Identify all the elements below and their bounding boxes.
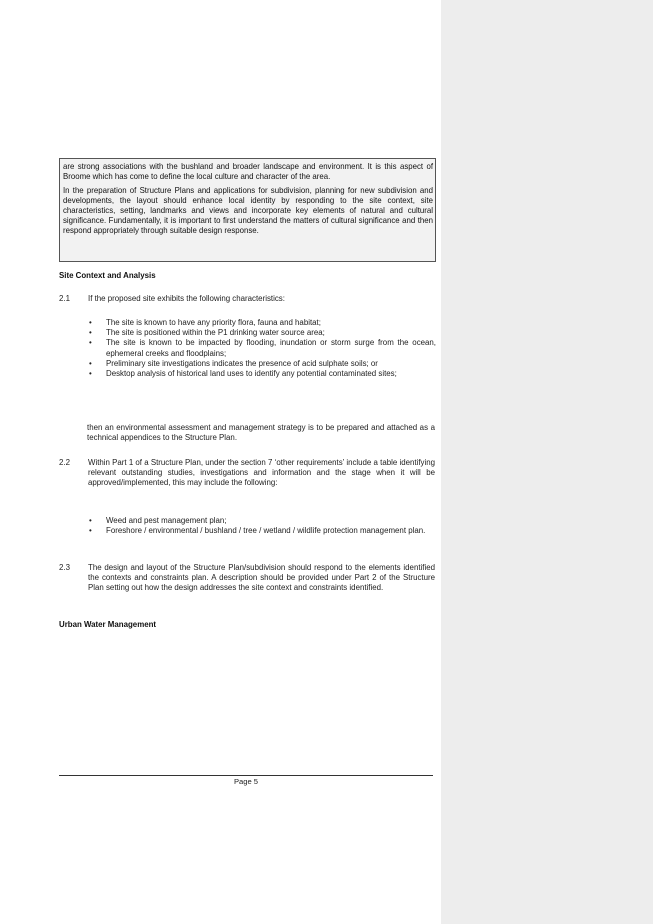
management-plans-list [87,516,436,536]
highlighted-text-box [59,158,436,262]
box-paragraph-1: are strong associations with the bushland and broader landscape and environment. It is this aspect of Broome which has come to define the local culture and character of the area. [63,162,433,181]
clause-text: Within Part 1 of a Structure Plan, under the section 7 ‘other requirements’ include a table identifying relevant outstanding studies, investigations and information and the stage when it will be approved/implemented, this may include the following: [88,458,435,488]
bullet-icon: • [89,358,92,368]
bullet-icon: • [89,369,92,379]
bullet-icon: • [89,526,92,536]
list-item: • The site is known to be impacted by flooding, inundation or storm surge from the ocean, ephemeral creeks and floodplains; [89,338,436,358]
list-item: • Desktop analysis of historical land uses to identify any potential contaminated sites; [89,369,397,379]
clause-text: The design and layout of the Structure Plan/subdivision should respond to the elements identified the contexts and constraints plan. A description should be provided under Part 2 of the Structure Plan setting out how the design addresses the site context and constraints identified. [88,563,435,593]
footer-divider [59,775,433,776]
page-number: Page 5 [233,777,259,786]
list-item: • The site is positioned within the P1 drinking water source area; [89,328,325,338]
bullet-icon: • [89,516,92,525]
clause-2-1-continuation: then an environmental assessment and management strategy is to be prepared and attached as a technical appendices to the Structure Plan. [87,423,435,443]
bullet-icon: • [89,328,92,338]
list-item: • Weed and pest management plan; [89,516,227,525]
clause-text: If the proposed site exhibits the following characteristics: [88,294,285,303]
section-heading-urban-water: Urban Water Management [59,620,157,629]
list-item: • Preliminary site investigations indicates the presence of acid sulphate soils; or [89,358,378,368]
characteristics-list [87,318,436,379]
clause-number: 2.1 [59,294,70,303]
bullet-icon: • [89,318,92,327]
list-item: • Foreshore / environmental / bushland / tree / wetland / wildlife protection management plan. [89,526,426,536]
box-paragraph-2: In the preparation of Structure Plans and applications for subdivision, planning for new subdivision and developments, the layout should enhance local identity by responding to the site context, site characteristics, setting, landmarks and views and incorporate key elements of natural and cultural significance. Fundamentally, it is important to first understand the matters of cultural significance and then respond appropriately through suitable design response. [63,186,433,235]
section-heading-site-context: Site Context and Analysis [59,271,156,280]
bullet-icon: • [89,338,92,348]
list-item: • The site is known to have any priority flora, fauna and habitat; [89,318,321,327]
clause-number: 2.3 [59,563,70,572]
clause-number: 2.2 [59,458,70,467]
